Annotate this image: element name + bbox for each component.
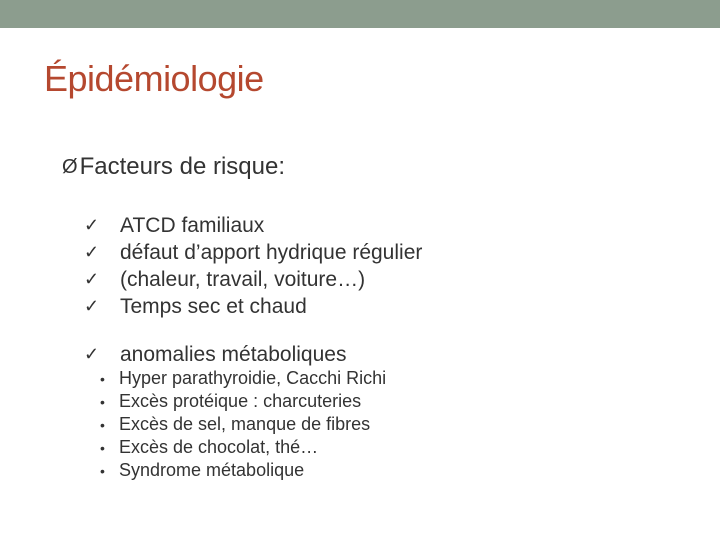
- list-item: [84, 212, 422, 239]
- bullet-dot-icon: •: [100, 416, 105, 433]
- bullet-dot-icon: •: [100, 462, 105, 479]
- list-item: [84, 341, 346, 368]
- sub-list-item-text: Excès de sel, manque de fibres: [119, 414, 371, 434]
- list-item: [84, 239, 422, 266]
- list-item-text: ATCD familiaux: [120, 213, 265, 237]
- checkmark-icon: ✓: [84, 215, 100, 235]
- sub-list-item-text: Syndrome métabolique: [119, 460, 305, 480]
- checkmark-icon: ✓: [84, 344, 100, 364]
- top-decorative-band: [0, 0, 720, 28]
- sub-list-item: [100, 459, 386, 482]
- checkmark-icon: ✓: [84, 242, 100, 262]
- sub-list-item: [100, 413, 386, 436]
- sub-list-item-text: Hyper parathyroidie, Cacchi Richi: [119, 368, 387, 388]
- sub-list-item-text: Excès protéique : charcuteries: [119, 391, 362, 411]
- sub-list-item: [100, 367, 386, 390]
- metabolic-list: [84, 341, 346, 368]
- section-heading-text: Facteurs de risque:: [79, 153, 285, 180]
- list-item-text: (chaleur, travail, voiture…): [120, 267, 366, 291]
- bullet-dot-icon: •: [100, 393, 105, 410]
- risk-factor-list: [84, 212, 422, 320]
- metabolic-sub-list: [100, 367, 386, 482]
- slide-title: Épidémiologie: [44, 58, 264, 99]
- sub-list-item: [100, 436, 386, 459]
- list-item: [84, 293, 422, 320]
- bullet-dot-icon: •: [100, 370, 105, 387]
- sub-list-item: [100, 390, 386, 413]
- list-item-text: Temps sec et chaud: [120, 294, 307, 318]
- sub-list-item-text: Excès de chocolat, thé…: [119, 437, 319, 457]
- checkmark-icon: ✓: [84, 296, 100, 316]
- bullet-dot-icon: •: [100, 439, 105, 456]
- section-heading: [62, 153, 285, 181]
- arrow-bullet-icon: Ø: [62, 155, 78, 178]
- list-item-text: anomalies métaboliques: [120, 342, 347, 366]
- list-item: [84, 266, 422, 293]
- list-item-text: défaut d’apport hydrique régulier: [120, 240, 423, 264]
- checkmark-icon: ✓: [84, 269, 100, 289]
